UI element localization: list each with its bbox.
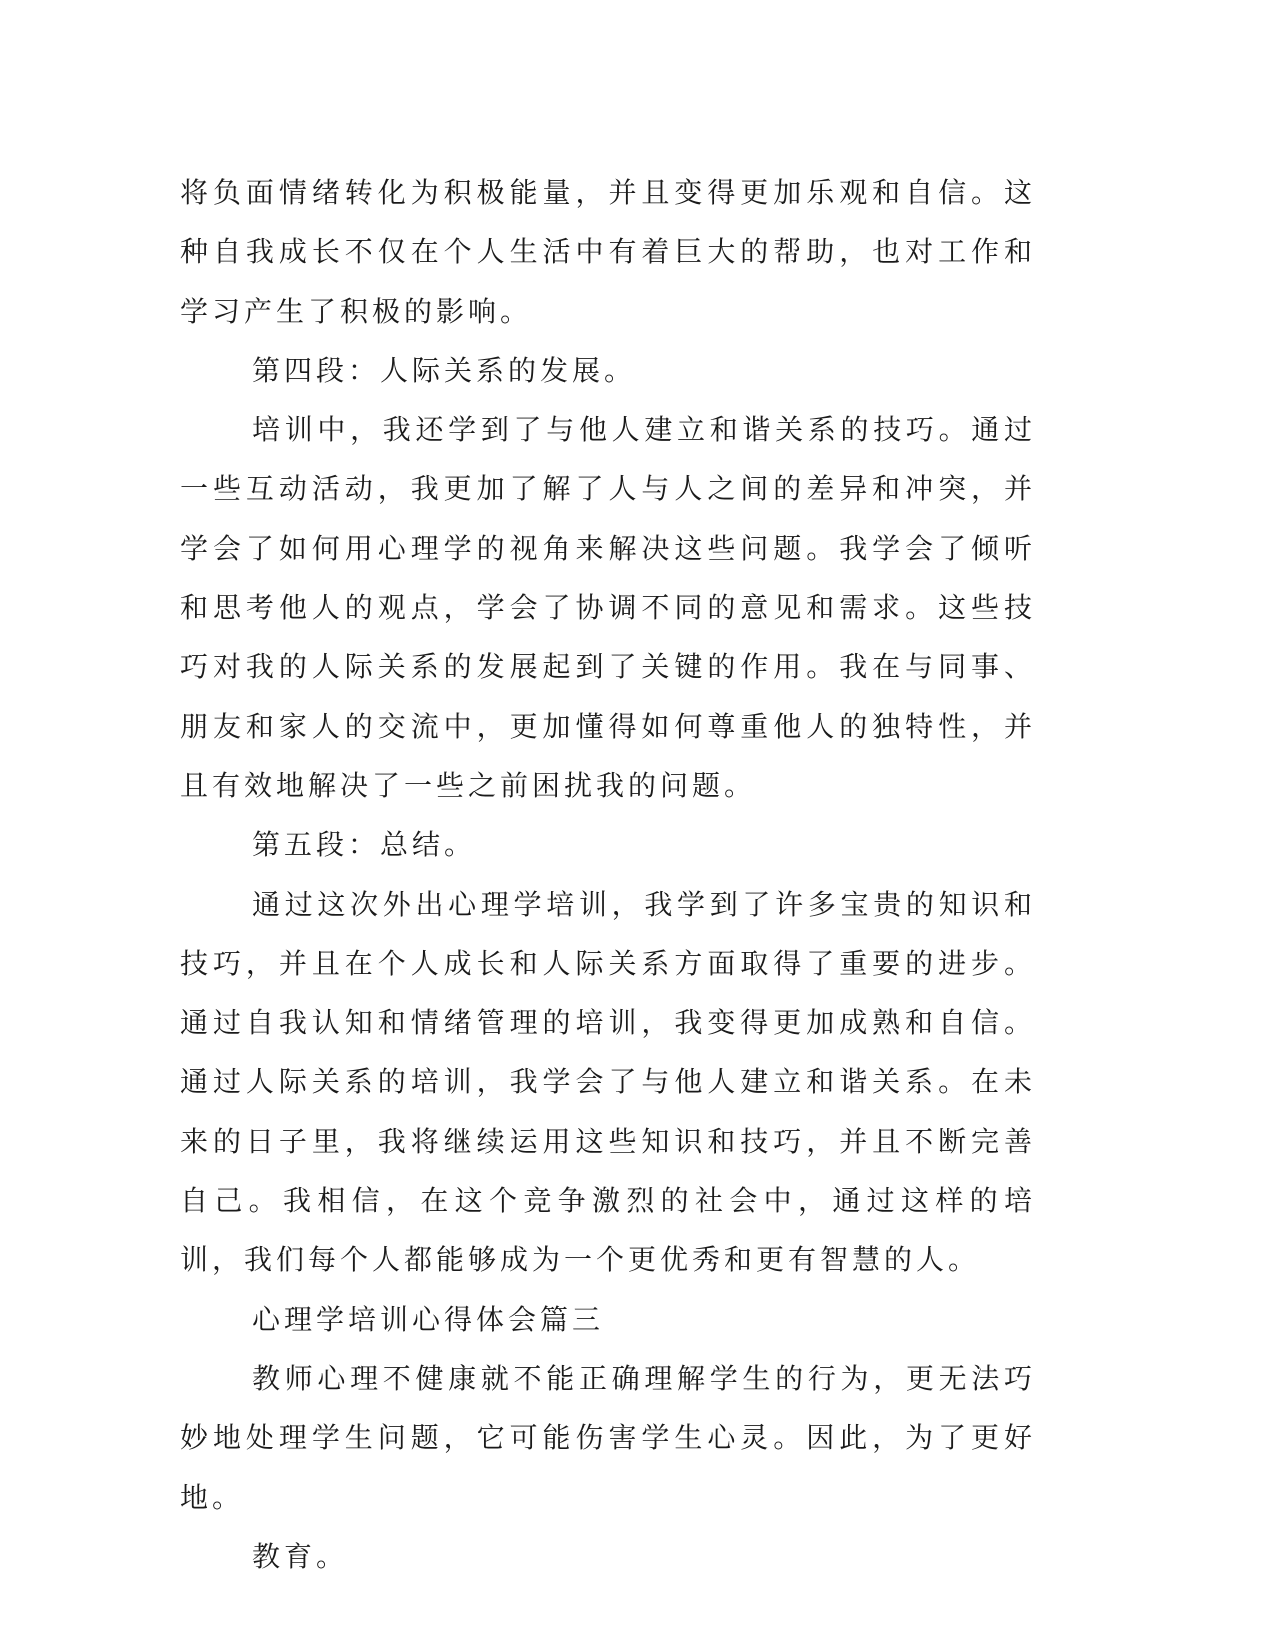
document-body <box>180 163 1036 1586</box>
paragraph-summary: 通过这次外出心理学培训，我学到了许多宝贵的知识和技巧，并且在个人成长和人际关系方面取得了重要的进步。通过自我认知和情绪管理的培训，我变得更加成熟和自信。通过人际关系的培训，我学会了与他人建立和谐关系。在未来的日子里，我将继续运用这些知识和技巧，并且不断完善自己。我相信，在这个竞争激烈的社会中，通过这样的培训，我们每个人都能够成为一个更优秀和更有智慧的人。 <box>180 887 1036 1277</box>
paragraph-teacher: 教师心理不健康就不能正确理解学生的行为，更无法巧妙地处理学生问题，它可能伤害学生心灵。因此，为了更好地。 <box>180 1361 1036 1514</box>
paragraph-education: 教育。 <box>252 1539 349 1573</box>
section-heading-five: 第五段：总结。 <box>252 828 477 862</box>
section-heading-four: 第四段：人际关系的发展。 <box>252 353 637 387</box>
article-title-part-three: 心理学培训心得体会篇三 <box>252 1302 605 1336</box>
paragraph-interpersonal: 培训中，我还学到了与他人建立和谐关系的技巧。通过一些互动活动，我更加了解了人与人之间的差异和冲突，并学会了如何用心理学的视角来解决这些问题。我学会了倾听和思考他人的观点，学会了协调不同的意见和需求。这些技巧对我的人际关系的发展起到了关键的作用。我在与同事、朋友和家人的交流中，更加懂得如何尊重他人的独特性，并且有效地解决了一些之前困扰我的问题。 <box>180 413 1036 802</box>
paragraph-continuation: 将负面情绪转化为积极能量，并且变得更加乐观和自信。这种自我成长不仅在个人生活中有着巨大的帮助，也对工作和学习产生了积极的影响。 <box>180 176 1036 328</box>
